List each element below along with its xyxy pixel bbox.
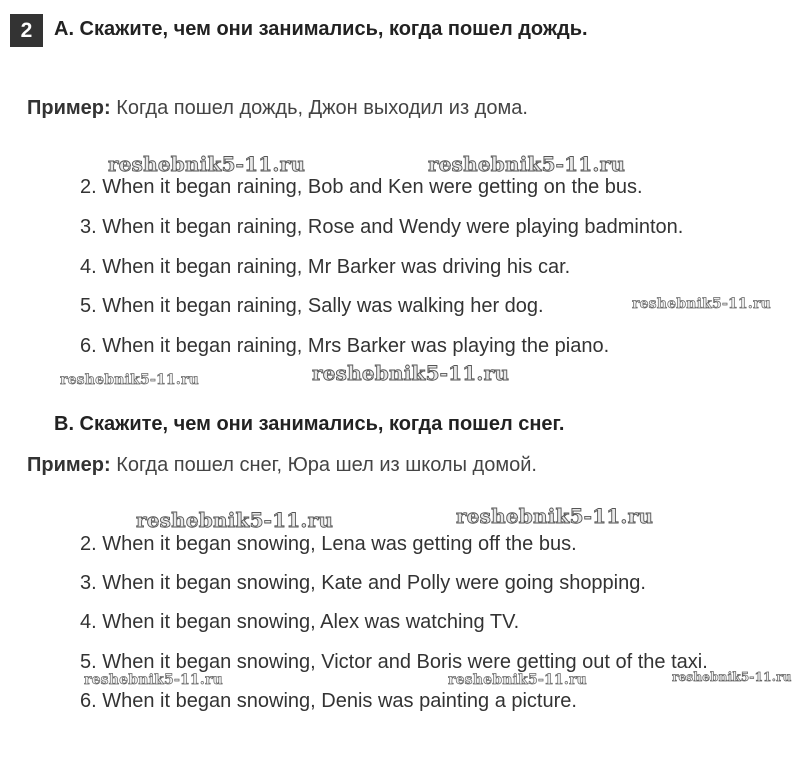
- section-a-sentence: 5. When it began raining, Sally was walking her dog.: [80, 295, 544, 317]
- section-b-sentence: 4. When it began snowing, Alex was watching TV.: [80, 611, 520, 633]
- section-b-example-text: Когда пошел снег, Юра шел из школы домой.: [110, 454, 537, 476]
- section-b-sentence: 2. When it began snowing, Lena was getting off the bus.: [80, 533, 577, 555]
- watermark: reshebnik5-11.ru: [448, 672, 587, 688]
- section-b-sentence: 3. When it began snowing, Kate and Polly were going shopping.: [80, 572, 646, 594]
- watermark: reshebnik5-11.ru: [428, 152, 626, 176]
- watermark: reshebnik5-11.ru: [108, 152, 306, 176]
- section-a-heading: A. Скажите, чем они занимались, когда пошел дождь.: [54, 18, 588, 40]
- section-a-example-text: Когда пошел дождь, Джон выходил из дома.: [110, 97, 528, 119]
- watermark: reshebnik5-11.ru: [60, 372, 199, 388]
- watermark: reshebnik5-11.ru: [136, 508, 334, 532]
- watermark: reshebnik5-11.ru: [84, 672, 223, 688]
- section-a-sentence: 4. When it began raining, Mr Barker was driving his car.: [80, 256, 571, 278]
- section-a-example: [27, 97, 528, 120]
- section-a-example-label: Пример:: [27, 97, 111, 119]
- section-a-sentence: 2. When it began raining, Bob and Ken were getting on the bus.: [80, 176, 643, 198]
- section-a-sentence: 6. When it began raining, Mrs Barker was playing the piano.: [80, 335, 610, 357]
- section-b-sentence: 5. When it began snowing, Victor and Boris were getting out of the taxi.: [80, 651, 708, 673]
- watermark: reshebnik5-11.ru: [312, 361, 510, 385]
- section-b-heading: B. Скажите, чем они занимались, когда пошел снег.: [54, 413, 565, 435]
- section-b-sentence: 6. When it began snowing, Denis was painting a picture.: [80, 690, 577, 712]
- section-b-example-label: Пример:: [27, 454, 111, 476]
- task-number-badge: 2: [10, 14, 43, 47]
- section-a-sentence: 3. When it began raining, Rose and Wendy were playing badminton.: [80, 216, 684, 238]
- watermark: reshebnik5-11.ru: [632, 296, 771, 312]
- section-b-example: [27, 454, 537, 477]
- watermark: reshebnik5-11.ru: [456, 504, 654, 528]
- watermark: reshebnik5-11.ru: [672, 670, 792, 684]
